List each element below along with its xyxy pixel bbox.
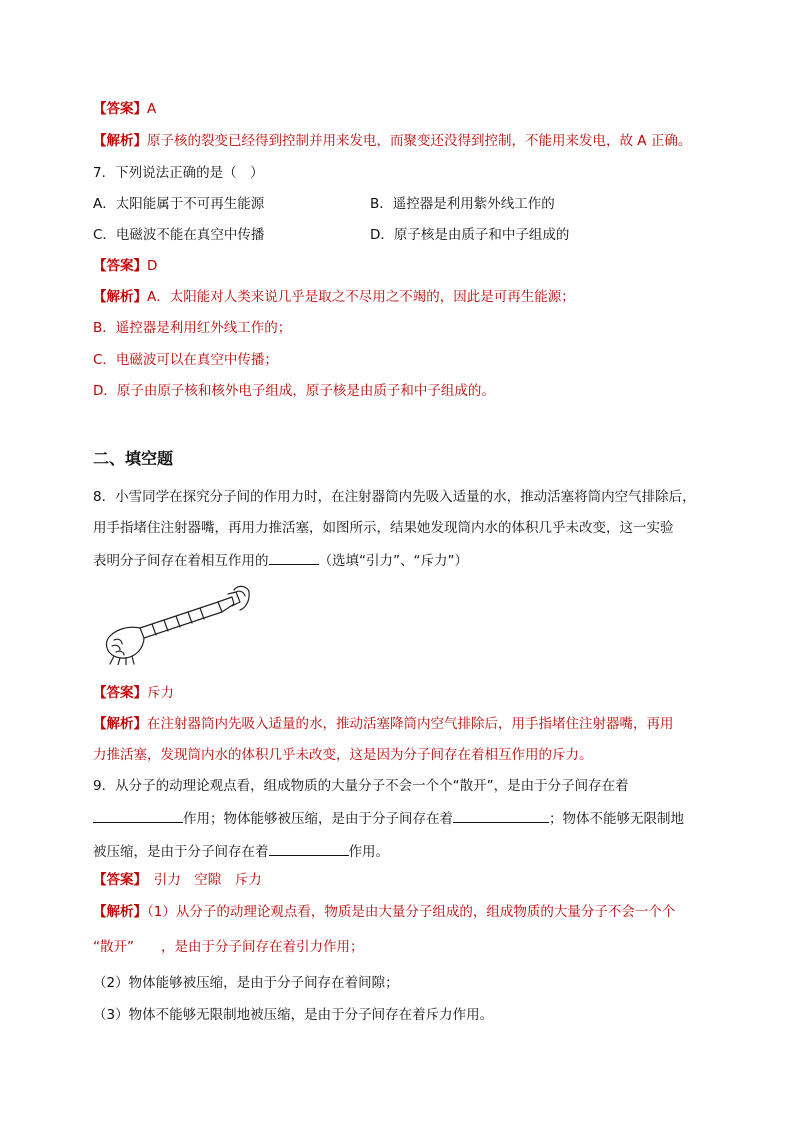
q9-analysis-line-1: [93, 902, 675, 922]
answer-value: 引力 空隙 斥力: [140, 872, 262, 888]
q8-stem-line-2: 用手指堵住注射器嘴，再用力推活塞，如图所示，结果她发现筒内水的体积几乎未改变，这一实验: [93, 520, 674, 536]
q8-stem-text: 表明分子间存在着相互作用的: [93, 553, 269, 569]
fill-blank: [269, 549, 319, 565]
option-a: A．太阳能属于不可再生能源: [93, 196, 265, 212]
q7-analysis-line-2: B．遥控器是利用红外线工作的；: [93, 320, 292, 336]
analysis-text: 在注射器筒内先吸入适量的水，推动活塞降筒内空气排除后，用手指堵住注射器嘴，再用: [147, 716, 674, 732]
answer-value: D: [147, 258, 158, 274]
q9-stem-text: 作用。: [348, 844, 389, 860]
answer-value: A: [147, 101, 157, 117]
answer-tag: 【答案】: [93, 258, 147, 274]
q8-stem-line-1: 8．小雪同学在探究分子间的作用力时，在注射器筒内先吸入适量的水，推动活塞将筒内空气排除后，: [93, 489, 696, 505]
q9-stem-line-1: 9．从分子的动理论观点看，组成物质的大量分子不会一个个“散开”，是由于分子间存在着: [93, 778, 629, 794]
left-hand: [107, 627, 144, 658]
answer-tag: 【答案】: [93, 872, 141, 888]
analysis-tag: 【解析】: [93, 289, 147, 305]
q9-stem-text: 作用；物体能够被压缩，是由于分子间存在着: [183, 811, 453, 827]
q7-answer-line: [93, 256, 157, 276]
q6-analysis-line: [93, 131, 691, 151]
q9-stem-text: ；物体不能够无限制地: [549, 811, 684, 827]
analysis-tag: 【解析】: [93, 133, 147, 149]
option-d: D．原子核是由质子和中子组成的: [370, 227, 570, 243]
q8-stem-hint: （选填“引力”、“斥力”）: [318, 553, 468, 569]
section-heading: 二、填空题: [93, 449, 174, 468]
q9-analysis-line-3: （2）物体能够被压缩，是由于分子间存在着间隙；: [93, 975, 399, 991]
q8-analysis-line-2: 力推活塞，发现筒内水的体积几乎未改变，这是因为分子间存在着相互作用的斥力。: [93, 747, 593, 763]
analysis-tag: 【解析】: [93, 716, 147, 732]
option-b: B．遥控器是利用紫外线工作的: [370, 196, 555, 212]
q7-analysis-line-1: [93, 287, 575, 307]
analysis-tag: 【解析】: [93, 904, 147, 920]
right-hand: [234, 586, 249, 610]
q9-stem-text: 被压缩，是由于分子间存在着: [93, 844, 269, 860]
q7-options-row-2: [93, 225, 569, 245]
syringe-plunger: [218, 597, 234, 612]
q9-answer-line: [93, 870, 262, 890]
analysis-text: A．太阳能对人类来说几乎是取之不尽用之不竭的，因此是可再生能源；: [147, 289, 575, 305]
q7-options-row-1: [93, 194, 555, 214]
q7-analysis-line-4: D．原子由原子核和核外电子组成，原子核是由质子和中子组成的。: [93, 383, 495, 399]
analysis-text: （1）从分子的动理论观点看，物质是由大量分子组成的，组成物质的大量分子不会一个个: [147, 904, 676, 920]
q8-answer-line: [93, 683, 174, 703]
fill-blank-1: [93, 807, 183, 823]
syringe-barrel: [140, 602, 222, 638]
q9-stem-line-3: [93, 840, 389, 862]
fill-blank-3: [269, 840, 349, 856]
q7-analysis-line-3: C．电磁波可以在真空中传播；: [93, 352, 278, 368]
q8-stem-line-3: [93, 549, 468, 571]
q7-stem: 7．下列说法正确的是（ ）: [93, 165, 264, 181]
q9-stem-line-2: [93, 807, 684, 829]
q6-answer-line: [93, 99, 156, 119]
q9-analysis-line-2: “散开” ，是由于分子间存在着引力作用；: [93, 939, 364, 955]
fill-blank-2: [453, 807, 549, 823]
analysis-text: 原子核的裂变已经得到控制并用来发电，而聚变还没得到控制，不能用来发电，故 A 正确。: [147, 133, 692, 149]
q9-analysis-line-4: （3）物体不能够无限制地被压缩，是由于分子间存在着斥力作用。: [93, 1007, 494, 1023]
answer-tag: 【答案】: [93, 101, 147, 117]
answer-tag: 【答案】: [93, 685, 147, 701]
syringe-hand-figure: [100, 580, 250, 665]
option-c: C．电磁波不能在真空中传播: [93, 227, 265, 243]
answer-value: 斥力: [147, 685, 174, 701]
q8-analysis-line-1: [93, 714, 674, 734]
